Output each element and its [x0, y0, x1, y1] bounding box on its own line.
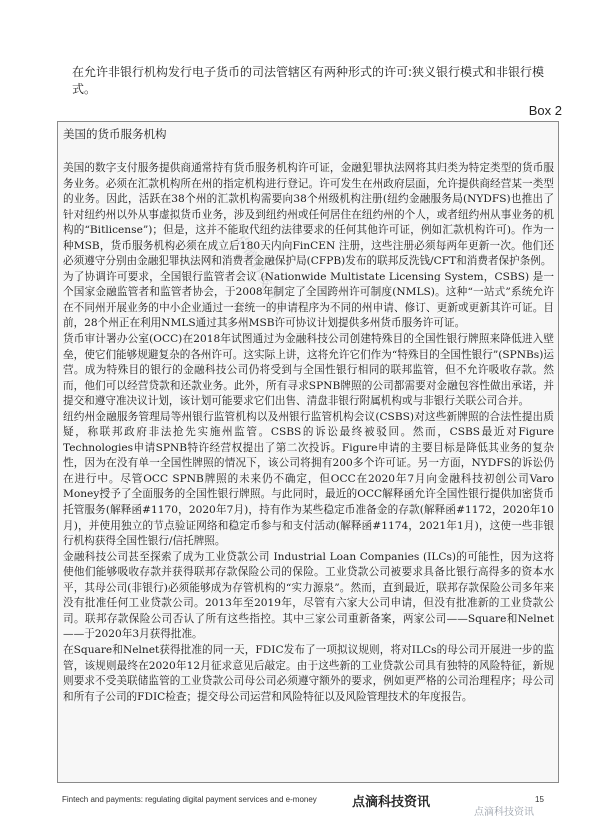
body-paragraph: 纽约州金融服务管理局等州银行监管机构以及州银行监管机构会议(CSBS)对这些新牌照的合法性提出质疑，称联邦政府非法抢先实施州监管。CSBS的诉讼最终被驳回。然而，CSBS最近对Figure Technologies申请SPNB特许经营权提出了第二次投诉。Figure申请的主要目标是降低其业务的复杂性，因为在没有单一全国性牌照的情况下，该公司将拥有200多个许可证。另一方面，NYDFS的诉讼仍在进行中。尽管OCC SPNB牌照的未来仍不确定，但OCC在2020年7月向金融科技初创公司Varo Money授予了全面服务的全国性银行牌照。与此同时，最近的OCC解释函允许全国性银行提供加密货币托管服务(解释函#1170，2020年7月)，持有作为某些稳定币准备金的存款(解释函#1172，2020年10月)，并使用独立的节点验证网络和稳定币参与和支付活动(解释函#1174，2021年1月)，这使一些非银行机构获得全国性银行/信托牌照。 [63, 410, 554, 548]
intro-paragraph: 在允许非银行机构发行电子货币的司法管辖区有两种形式的许可:狭义银行模式和非银行模式。 [72, 65, 545, 96]
footer-source: 点滴科技资讯 [352, 795, 431, 810]
box-title: 美国的货币服务机构 [63, 127, 167, 141]
body-paragraph: 金融科技公司甚至探索了成为工业贷款公司 Industrial Loan Companies (ILCs)的可能性，因为这将使他们能够吸收存款并获得联邦存款保险公司的保险。工业贷款公司被要求具备比银行高得多的资本水平，其母公司(非银行)必须能够成为存管机构的“实力源泉”。然而，直到最近，联邦存款保险公司多年来没有批准任何工业贷款公司。2013年至2019年，尽管有六家大公司申请，但没有批准新的工业贷款公司。联邦存款保险公司否认了所有这些指控。其中三家公司重新备案，两家公司——Square和Nelnet——于2020年3月获得批准。 [63, 550, 554, 641]
body-paragraph: 在Square和Nelnet获得批准的同一天，FDIC发布了一项拟议规则，将对ILCs的母公司开展进一步的监管，该规则最终在2020年12月征求意见后敲定。由于这些新的工业贷款公司具有独特的风险特征，新规则要求不受美联储监管的工业贷款公司母公司必须遵守额外的要求，例如更严格的公司治理程序；母公司和所有子公司的FDIC检查；提交母公司运营和风险特征以及风险管理技术的年度报告。 [63, 643, 554, 703]
footer-watermark: 点滴科技资讯 [474, 807, 534, 818]
page-number: 15 [535, 795, 544, 804]
body-paragraph: 货币审计署办公室(OCC)在2018年试图通过为金融科技公司创建特殊目的全国性银行牌照来降低进入壁垒，使它们能够规避复杂的各州许可。这实际上讲，这将允许它们作为“特殊目的全国性银行”(SPNBs)运营。成为特殊目的银行的金融科技公司仍将受到与全国性银行相同的联邦监管，但不允许吸收存款。然而，他们可以经营贷款和还款业务。此外，所有寻求SPNB牌照的公司都需要对金融包容性做出承诺，并提交和遵守准决议计划，该计划可能要求它们出售、清盘非银行附属机构或与非银行关联公司合并。 [63, 333, 554, 408]
box-body [63, 161, 554, 705]
body-paragraph: 美国的数字支付服务提供商通常持有货币服务机构许可证，金融犯罪执法网将其归类为特定类型的货币服务业务。必须在汇款机构所在州的指定机构进行登记。许可发生在州政府层面，允许提供商经营某一类型的业务。因此，活跃在38个州的汇款机构需要向38个州级机构注册(纽约金融服务局(NYDFS)也推出了针对纽约州以外从事虚拟货币业务，涉及到纽约州或任何居住在纽约州的个人，或者纽约州从事业务的机构的“Bitlicense”)；但是，这并不能取代纽约法律要求的任何其他许可证，例如汇款机构许可)。作为一种MSB，货币服务机构必须在成立后180天内向FinCEN 注册，这些注册必须每两年更新一次。他们还必须遵守分别由金融犯罪执法网和消费者金融保护局(CFPB)发布的联邦反洗钱/CFT和消费者保护条例。 [63, 162, 554, 268]
footer-document-title: Fintech and payments: regulating digital payment services and e-money [62, 795, 317, 804]
body-paragraph: 为了协调许可要求，全国银行监管者会议 (Nationwide Multistate Licensing System，CSBS) 是一个国家金融监管者和监管者协会，于2008年制定了全国跨州许可制度(NMLS)。这种“一站式”系统允许在不同州开展业务的中小企业通过一套统一的申请程序为不同的州申请、修订、更新或更新其许可证。目前，28个州正在利用NMLS通过其多州MSB许可协议计划提供多州货币服务许可证。 [63, 270, 554, 330]
box-label: Box 2 [528, 103, 562, 118]
watermark: 点滴科技资讯 [233, 231, 289, 319]
